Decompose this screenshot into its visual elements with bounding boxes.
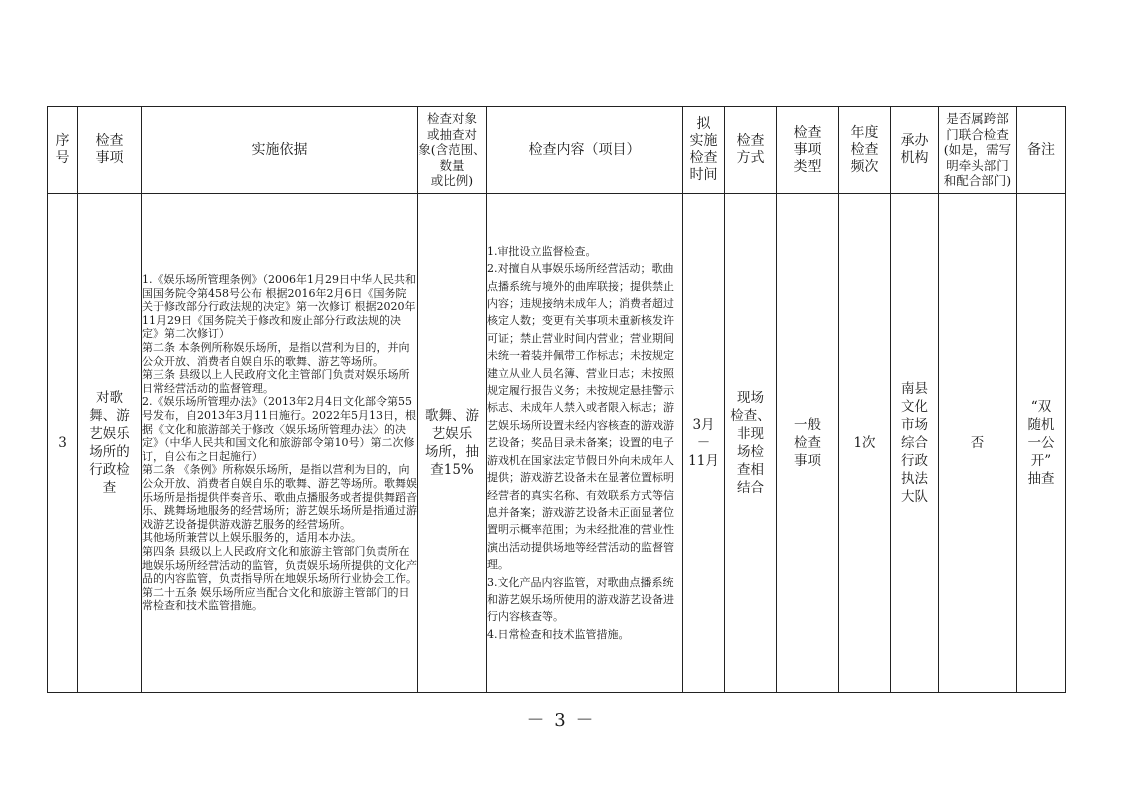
cell-basis [142, 194, 418, 693]
content-paragraph: 2.对擅自从事娱乐场所经营活动；歌曲点播系统与境外的曲库联接；提供禁止内容；违规接纳未成年人；消费者超过核定人数；变更有关事项未重新核发许可证；禁止营业时间内营业；营业期间未统一着装并佩带工作标志；未按规定建立从业人员名簿、营业日志；未按照规定履行报告义务；未按规定悬挂警示标志、未成年人禁入或者限入标志；游艺娱乐场所设置未经内容核查的游戏游艺设备；奖品目录未备案；设置的电子游戏机在国家法定节假日外向未成年人提供；游戏游艺设备未在显著位置标明经营者的真实名称、有效联系方式等信息并备案；游戏游艺设备未正面显著位置明示概率范围；为未经批准的营业性演出活动提供场地等经营活动的监督管理。 [487, 262, 674, 572]
cell-method: 现场 检查、 非现 场检 查相 结合 [725, 194, 777, 693]
basis-paragraph: 1.《娱乐场所管理条例》（2006年1月29日中华人民共和国国务院令第458号公布 根据2016年2月6日《国务院关于修改部分行政法规的决定》第一次修订 根据2020年11月29日《国务院关于修改和废止部分行政法规的决定》第二次修订） [142, 273, 416, 341]
header-method: 检查 方式 [725, 107, 777, 194]
header-org: 承办 机构 [891, 107, 939, 194]
cell-type: 一般 检查 事项 [777, 194, 839, 693]
header-freq: 年度 检查 频次 [839, 107, 891, 194]
header-seq: 序 号 [48, 107, 78, 194]
basis-paragraph: 第二条 本条例所称娱乐场所，是指以营利为目的，并向公众开放、消费者自娱自乐的歌舞、游艺等场所。 [142, 341, 410, 368]
basis-paragraph: 其他场所兼营以上娱乐服务的，适用本办法。 [142, 531, 362, 545]
cell-content [487, 194, 683, 693]
page-number: － 3 － [526, 710, 596, 731]
cell-cross: 否 [939, 194, 1017, 693]
cell-remark: “双 随机 一公 开” 抽查 [1017, 194, 1066, 693]
header-item: 检查 事项 [78, 107, 142, 194]
header-basis: 实施依据 [142, 107, 418, 194]
header-row [48, 107, 1066, 194]
cell-time: 3月 － 11月 [683, 194, 725, 693]
content-paragraph: 1.审批设立监督检查。 [487, 244, 597, 258]
header-remark: 备注 [1017, 107, 1066, 194]
header-type: 检查 事项 类型 [777, 107, 839, 194]
content-paragraph: 3.文化产品内容监管，对歌曲点播系统和游艺娱乐场所使用的游戏游艺设备进行内容核查等。 [487, 575, 674, 624]
header-object: 检查对象 或抽查对 象(含范围、 数量 或比例) [418, 107, 487, 194]
header-time: 拟 实施 检查 时间 [683, 107, 725, 194]
cell-freq: 1次 [839, 194, 891, 693]
header-content: 检查内容（项目） [487, 107, 683, 194]
cell-item: 对歌 舞、游 艺娱乐 场所的 行政检 查 [78, 194, 142, 693]
cell-object: 歌舞、游 艺娱乐 场所，抽 查15% [418, 194, 487, 693]
basis-paragraph: 第二条 《条例》所称娱乐场所，是指以营利为目的，向公众开放、消费者自娱自乐的歌舞、游艺等场所。歌舞娱乐场所是指提供伴奏音乐、歌曲点播服务或者提供舞蹈音乐、跳舞场地服务的经营场所；游艺娱乐场所是指通过游戏游艺设备提供游戏游艺服务的经营场所。 [142, 463, 417, 531]
inspection-table [47, 106, 1066, 693]
basis-paragraph: 2.《娱乐场所管理办法》（2013年2月4日文化部令第55号发布，自2013年3月11日施行。2022年5月13日，根据《文化和旅游部关于修改〈娱乐场所管理办法〉的决定》（中华人民共和国文化和旅游部令第10号）第二次修订，自公布之日起施行） [142, 395, 416, 463]
table-row [48, 194, 1066, 693]
content-paragraph: 4.日常检查和技术监管措施。 [487, 627, 630, 641]
cell-seq: 3 [48, 194, 78, 693]
basis-paragraph: 第三条 县级以上人民政府文化主管部门负责对娱乐场所日常经营活动的监督管理。 [142, 368, 410, 395]
header-cross: 是否属跨部 门联合检查 (如是，需写 明牵头部门 和配合部门) [939, 107, 1017, 194]
basis-paragraph: 第二十五条 娱乐场所应当配合文化和旅游主管部门的日常检查和技术监管措施。 [142, 585, 410, 613]
basis-paragraph: 第四条 县级以上人民政府文化和旅游主管部门负责所在地娱乐场所经营活动的监管，负责娱乐场所提供的文化产品的内容监管，负责指导所在地娱乐场所行业协会工作。 [142, 544, 417, 586]
cell-org: 南县 文化 市场 综合 行政 执法 大队 [891, 194, 939, 693]
